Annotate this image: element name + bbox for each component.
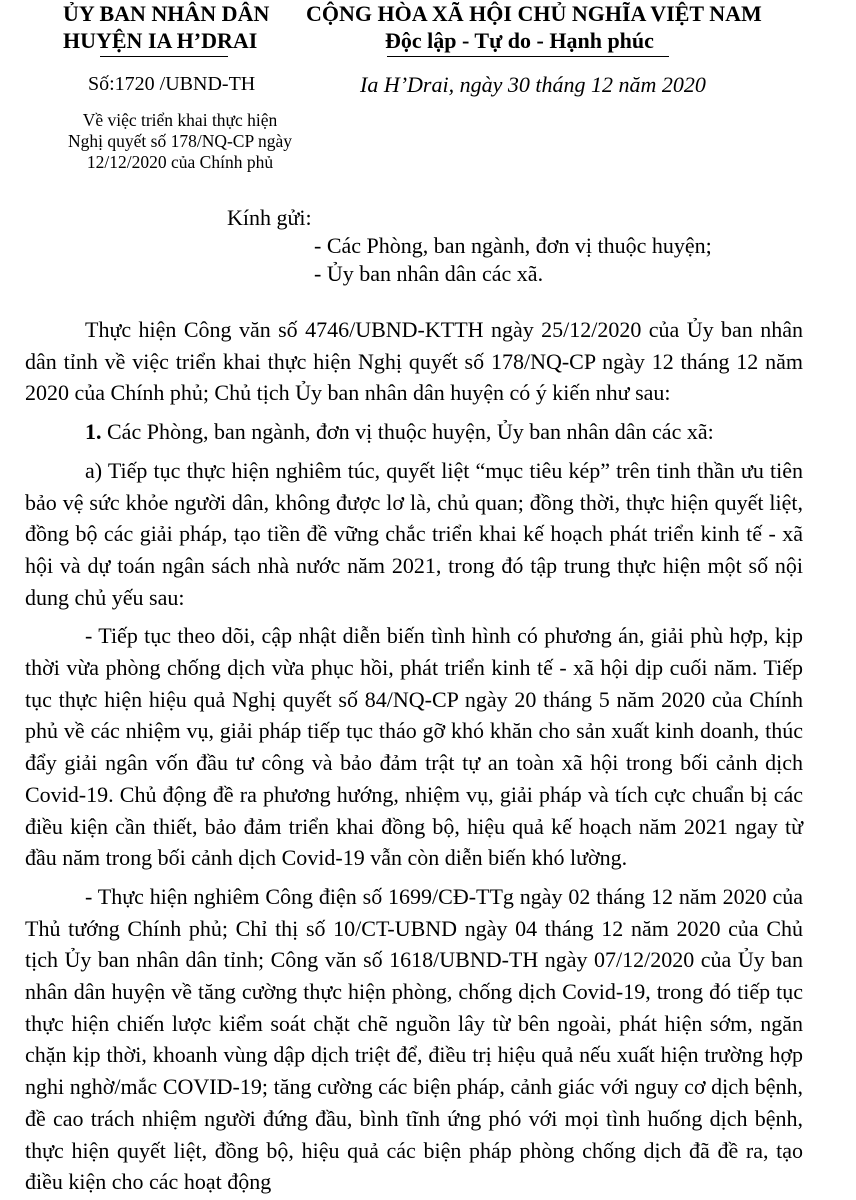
subject-line: Nghị quyết số 178/NQ-CP ngày [68,131,292,151]
document-body [25,314,803,1198]
document-number: Số:1720 /UBND-TH [88,73,256,95]
place-date: Ia H’Drai, ngày 30 tháng 12 năm 2020 [360,72,706,97]
agency-name: ỦY BAN NHÂN DÂN [63,1,270,26]
bullet-paragraph: - Thực hiện nghiêm Công điện số 1699/CĐ-TTg ngày 02 tháng 12 năm 2020 của Thủ tướng Chính phủ; Chỉ thị số 10/CT-UBND ngày 04 tháng 12 năm 2020 của Chủ tịch Ủy ban nhân dân tỉnh; Công văn số 1618/UBND-TH ngày 07/12/2020 của Ủy ban nhân dân huyện về tăng cường thực hiện phòng, chống dịch Covid-19, trong đó tiếp tục thực hiện chiến lược kiểm soát chặt chẽ nguồn lây từ bên ngoài, phát hiện sớm, ngăn chặn kịp thời, khoanh vùng dập dịch triệt để, điều trị hiệu quả nếu xuất hiện trường hợp nghi nghờ/mắc COVID-19; tăng cường các biện pháp, cảnh giác với nguy cơ dịch bệnh, đề cao trách nhiệm người đứng đầu, bình tĩnh ứng phó với mọi tình huống dịch bệnh, thực hiện quyết liệt, đồng bộ, hiệu quả các biện pháp phòng chống dịch đã đề ra, tạo điều kiện cho các hoạt động [25,883,803,1195]
subject-line: 12/12/2020 của Chính phủ [86,152,274,172]
subject-excerpt [30,110,330,173]
subject-line: Về việc triển khai thực hiện [82,110,278,130]
recipient-item: - Các Phòng, ban ngành, đơn vị thuộc huyện; [314,233,712,258]
recipients-label: Kính gửi: [227,205,312,230]
item-a-paragraph: a) Tiếp tục thực hiện nghiêm túc, quyết liệt “mục tiêu kép” trên tinh thần ưu tiên bảo vệ sức khỏe người dân, không được lơ là, chủ quan; đồng thời, thực hiện quyết liệt, đồng bộ các giải pháp, tạo tiền đề vững chắc triển khai kế hoạch phát triển kinh tế - xã hội và dự toán ngân sách nhà nước năm 2021, trong đó tập trung thực hiện một số nội dung chủ yếu sau: [25,457,803,610]
intro-paragraph: Thực hiện Công văn số 4746/UBND-KTTH ngày 25/12/2020 của Ủy ban nhân dân tỉnh về việc triển khai thực hiện Nghị quyết số 178/NQ-CP ngày 12 tháng 12 năm 2020 của Chính phủ; Chủ tịch Ủy ban nhân dân huyện có ý kiến như sau: [25,317,803,406]
item-1-text: Các Phòng, ban ngành, đơn vị thuộc huyện, Ủy ban nhân dân các xã: [101,419,714,445]
recipient-item: - Ủy ban nhân dân các xã. [314,261,544,286]
item-1-number: 1. [85,419,102,445]
bullet-paragraph: - Tiếp tục theo dõi, cập nhật diễn biến tình hình có phương án, giải phù hợp, kịp thời vừa phòng chống dịch vừa phục hồi, phát triển kinh tế - xã hội dịp cuối năm. Tiếp tục thực hiện hiệu quả Nghị quyết số 84/NQ-CP ngày 20 tháng 5 năm 2020 của Chính phủ về các nhiệm vụ, giải pháp tiếp tục tháo gỡ khó khăn cho sản xuất kinh doanh, thúc đẩy giải ngân vốn đầu tư công và bảo đảm trật tự an toàn xã hội trong bối cảnh dịch Covid-19. Chủ động đề ra phương hướng, nhiệm vụ, giải pháp và tích cực chuẩn bị các điều kiện cần thiết, bảo đảm triển khai đồng bộ, hiệu quả kế hoạch năm 2021 ngay từ đầu năm trong bối cảnh dịch Covid-19 vẫn còn diễn biến khó lường. [25,623,803,871]
motto-underline [387,56,669,57]
agency-underline [100,56,228,57]
item-1-heading [25,416,803,448]
national-motto: Độc lập - Tự do - Hạnh phúc [385,28,654,53]
agency-district: HUYỆN IA H’DRAI [63,28,258,53]
national-title: CỘNG HÒA XÃ HỘI CHỦ NGHĨA VIỆT NAM [306,1,762,26]
